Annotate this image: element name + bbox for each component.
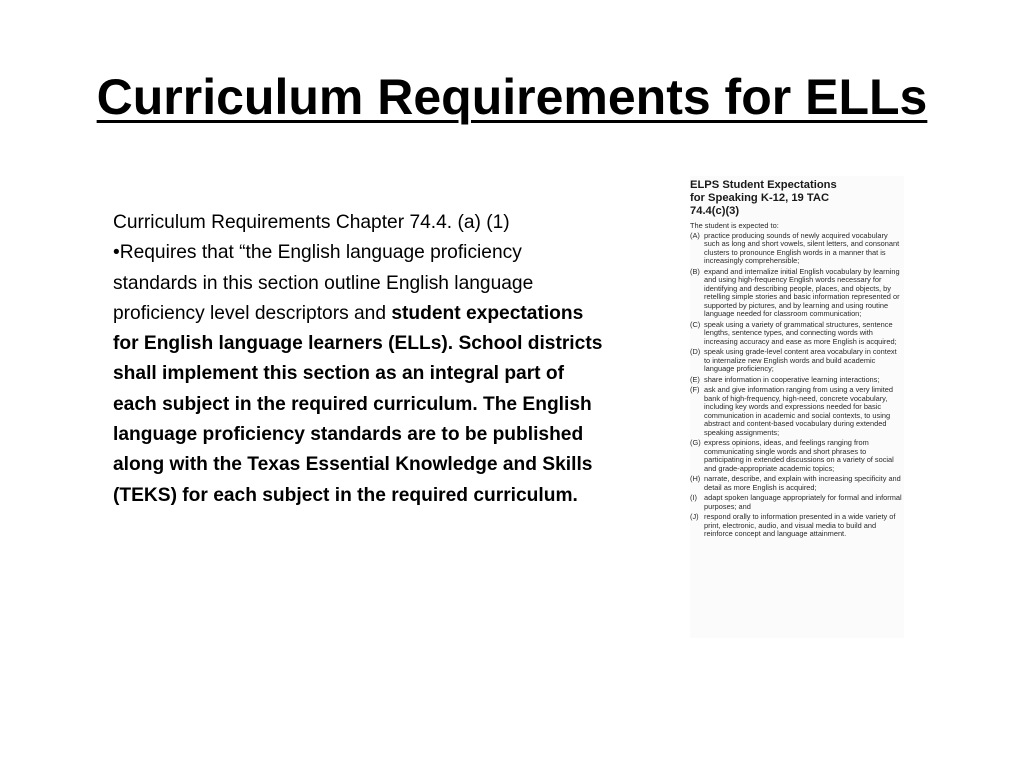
elps-item (690, 386, 904, 437)
elps-item (690, 513, 904, 539)
elps-item-tag: (B) (690, 266, 700, 276)
elps-item-text: respond orally to information presented in a wide variety of print, electronic, audio, and visual media to build and reinforce concept and language attainment. (704, 512, 896, 539)
elps-list (690, 232, 904, 539)
elps-item (690, 348, 904, 374)
elps-heading-line: ELPS Student Expectations (690, 179, 837, 191)
elps-item-tag: (C) (690, 319, 701, 329)
elps-item (690, 232, 904, 266)
elps-item-text: express opinions, ideas, and feelings ranging from communicating single words and short phrases to participating in extended discussions on a variety of social and grade-appropriate academic topics; (704, 438, 894, 473)
elps-item-tag: (I) (690, 493, 697, 503)
elps-item-text: share information in cooperative learning interactions; (704, 374, 880, 384)
elps-item (690, 268, 904, 319)
elps-item-text: speak using grade-level content area vocabulary in context to internalize new English words and build academic language proficiency; (704, 347, 897, 374)
elps-heading-line: 74.4(c)(3) (690, 205, 740, 217)
body-text (113, 208, 608, 511)
elps-item-tag: (A) (690, 230, 700, 240)
elps-item-text: ask and give information ranging from using a very limited bank of high-frequency, high-need, concrete vocabulary, including key words and expressions needed for basic communication in academic and social contexts, to using abstract and content-based vocabulary during extended speaking assignments; (704, 385, 893, 437)
elps-item-tag: (H) (690, 474, 701, 484)
elps-item (690, 376, 904, 385)
body-bold-text: student expectations for English language learners (ELLs). School districts shall implement this section as an integral part of each subject in the required curriculum. The English language proficiency standards are to be published along with the Texas Essential Knowledge and Skills (TEKS) for each subject in the required curriculum. (113, 302, 603, 506)
elps-item-text: practice producing sounds of newly acquired vocabulary such as long and short vowels, silent letters, and consonant clusters to pronounce English words in a manner that is increasingly comprehensible; (704, 230, 900, 266)
elps-item-tag: (G) (690, 438, 701, 448)
elps-item-text: narrate, describe, and explain with increasing specificity and detail as more English is acquired; (704, 474, 901, 492)
elps-item-tag: (D) (690, 347, 701, 357)
elps-heading (690, 179, 904, 218)
body-paragraph (113, 238, 608, 511)
slide-title (0, 66, 1024, 128)
elps-item (690, 494, 904, 511)
body-plain-text: •Requires that “the English language proficiency standards in this section outline English language proficiency level descriptors and (113, 242, 534, 324)
elps-item (690, 475, 904, 492)
elps-item (690, 439, 904, 473)
elps-heading-line: for Speaking K-12, 19 TAC (690, 192, 830, 204)
elps-item-text: speak using a variety of grammatical structures, sentence lengths, sentence types, and connecting words with increasing accuracy and ease as more English is acquired; (704, 319, 897, 346)
elps-item (690, 321, 904, 347)
body-line-citation: Curriculum Requirements Chapter 74.4. (a) (1) (113, 212, 510, 233)
elps-item-text: expand and internalize initial English vocabulary by learning and using high-frequency English words necessary for identifying and describing people, places, and objects, by retelling simple stories and basic information represented or supported by pictures, and by learning and using routine language needed for classroom communication; (704, 266, 900, 319)
elps-item-tag: (F) (690, 385, 700, 395)
elps-item-text: adapt spoken language appropriately for formal and informal purposes; and (704, 493, 902, 511)
elps-intro: The student is expected to: (690, 221, 779, 230)
elps-excerpt-image (690, 176, 904, 638)
slide-title-text: Curriculum Requirements for ELLs (96, 69, 928, 125)
elps-item-tag: (J) (690, 512, 699, 522)
elps-item-tag: (E) (690, 374, 700, 384)
